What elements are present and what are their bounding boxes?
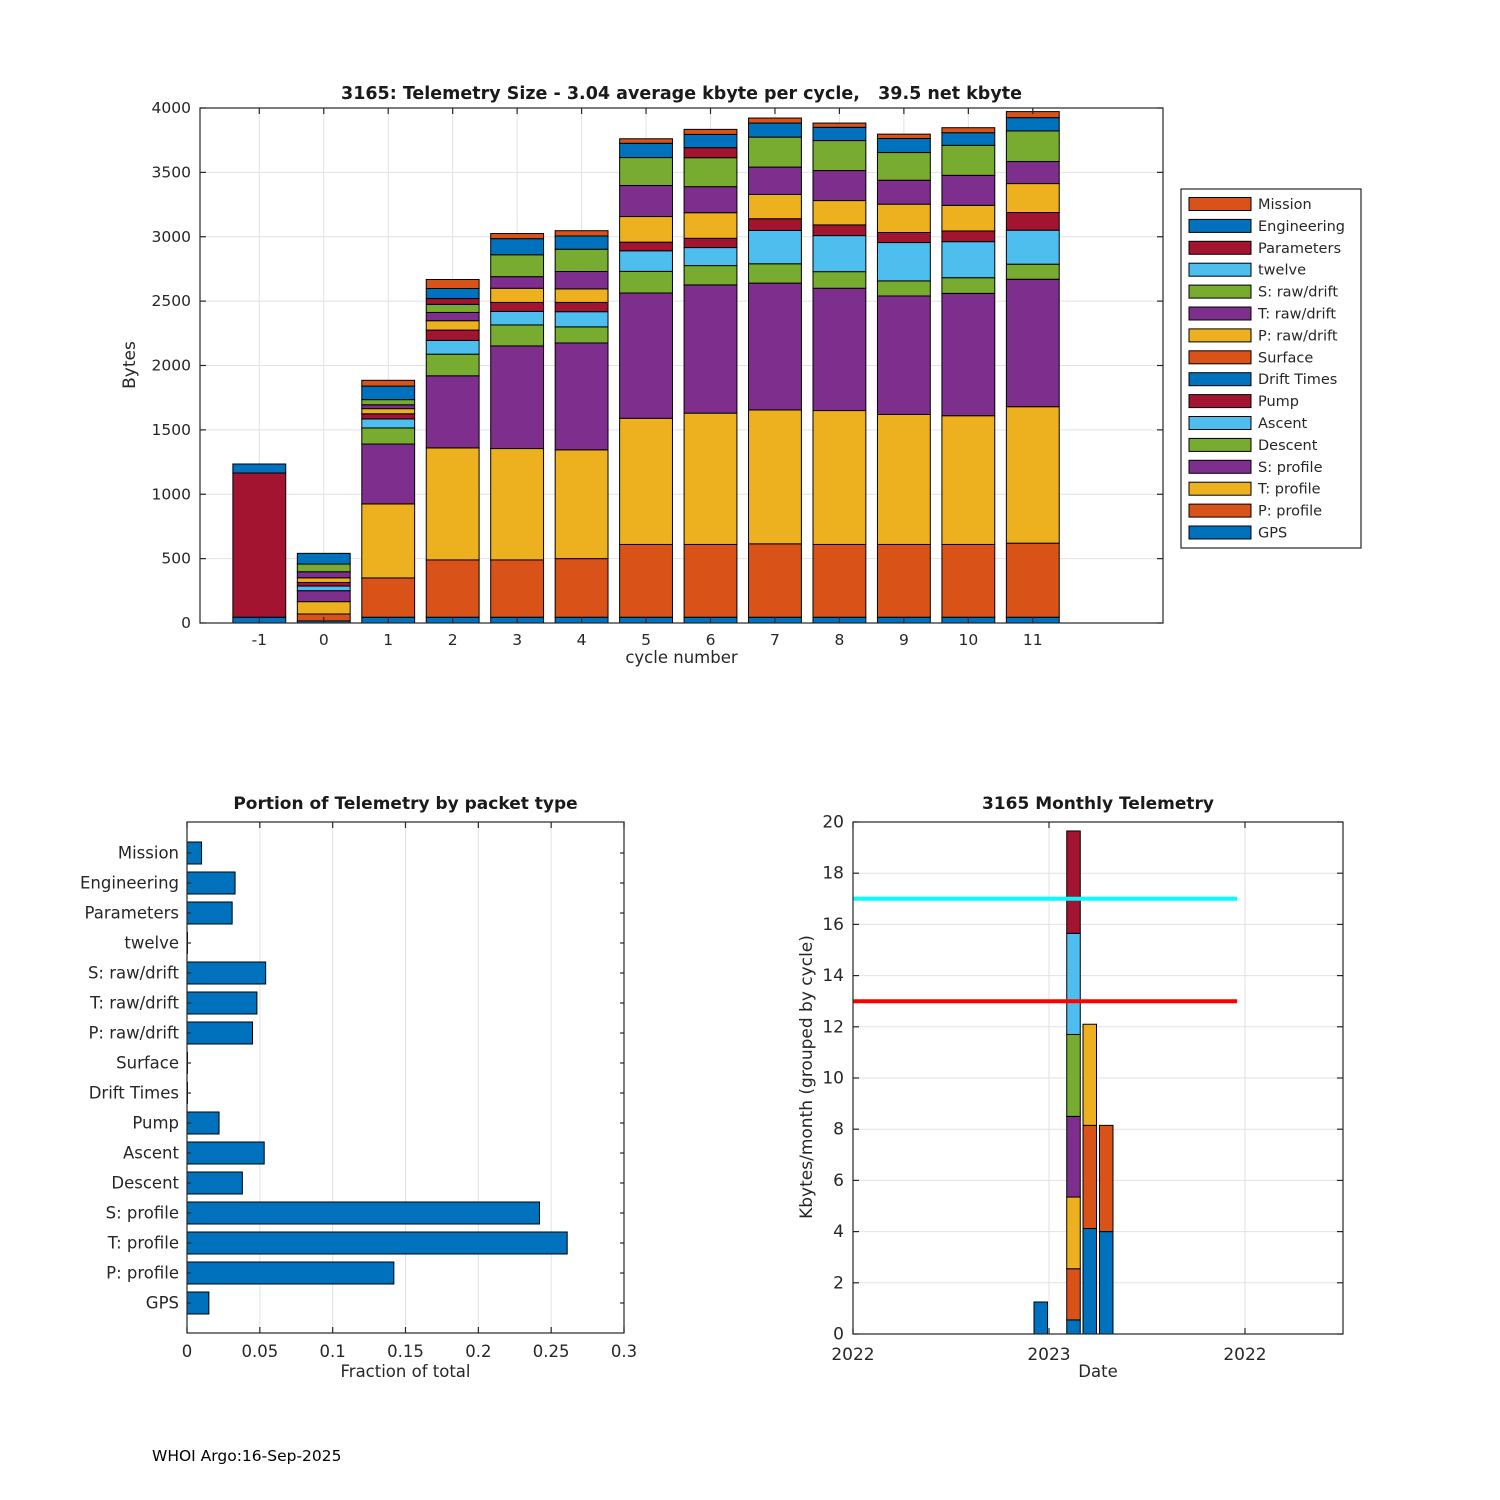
tick-label: T: profile xyxy=(1258,481,1321,498)
bar-cycle-2 xyxy=(426,279,479,623)
segment-P: profile xyxy=(362,578,415,617)
reference-lines xyxy=(853,899,1237,1001)
tick-label: twelve xyxy=(1258,262,1306,279)
segment-P: raw/drift xyxy=(426,321,479,330)
segment-Ascent xyxy=(684,248,737,266)
segment-Ascent xyxy=(877,243,930,281)
segment-S: raw/drift xyxy=(942,145,995,175)
tick-label: Engineering xyxy=(1258,218,1345,235)
legend-entry xyxy=(1189,263,1306,279)
segment-P: raw/drift xyxy=(877,204,930,232)
segment-Pump xyxy=(426,330,479,340)
tick-label: Mission xyxy=(117,843,179,863)
segment-Parameters xyxy=(426,299,479,305)
monthly-chart-xlabel: Date xyxy=(1078,1362,1118,1381)
portion-chart-title: Portion of Telemetry by packet type xyxy=(233,794,578,814)
tick-label: S: raw/drift xyxy=(87,963,179,983)
segment-Ascent xyxy=(426,340,479,354)
tick-label: 0 xyxy=(318,631,329,649)
bar-cycle--1 xyxy=(233,464,286,623)
legend-swatch xyxy=(1189,373,1251,386)
legend-swatch xyxy=(1189,482,1251,495)
legend-entry xyxy=(1189,350,1313,366)
segment-Ascent xyxy=(620,251,673,272)
segment-Ascent xyxy=(749,230,802,263)
telemetry-size-ylabel: Bytes xyxy=(120,341,140,389)
tick-label: 3500 xyxy=(151,163,191,182)
segment-Mission xyxy=(491,234,544,239)
hbar-Pump xyxy=(187,1112,219,1134)
tick-label: 0.1 xyxy=(319,1342,346,1361)
tick-label: Ascent xyxy=(1258,416,1308,432)
bar-cycle-11 xyxy=(1006,112,1059,623)
segment-P: raw/drift xyxy=(491,288,544,302)
tick-label: Parameters xyxy=(84,903,179,923)
legend-swatch xyxy=(1189,351,1251,364)
tick-label: GPS xyxy=(145,1293,179,1313)
tick-label: 2000 xyxy=(151,356,191,375)
tick-label: 0 xyxy=(181,1342,193,1361)
tick-label: Drift Times xyxy=(1258,372,1338,389)
monthly-bars xyxy=(1034,831,1113,1334)
segment-Ascent xyxy=(942,242,995,278)
segment-Pump xyxy=(362,414,415,419)
segment-P: raw/drift xyxy=(942,205,995,231)
segment-Mission xyxy=(942,128,995,133)
segment-Mission xyxy=(555,231,608,236)
month-bar xyxy=(1067,831,1081,1334)
tick-label: 7 xyxy=(770,631,780,649)
segment-Engineering xyxy=(297,553,350,564)
hbar-T: profile xyxy=(187,1232,567,1254)
segment-P: raw/drift xyxy=(1006,184,1059,213)
segment-Pump xyxy=(684,238,737,247)
segment-Engineering xyxy=(749,123,802,137)
segment-S: raw/drift xyxy=(426,304,479,312)
segment-S: profile xyxy=(555,343,608,450)
segment-Mission xyxy=(362,380,415,386)
segment-Engineering xyxy=(362,386,415,400)
axis-tick-labels xyxy=(822,813,1266,1366)
bar-cycle-1 xyxy=(362,380,415,623)
segment-T: raw/drift xyxy=(555,272,608,289)
legend-swatch xyxy=(1189,198,1251,211)
segment-P: profile xyxy=(684,544,737,617)
segment-S: raw/drift xyxy=(749,137,802,167)
legend-swatch xyxy=(1189,526,1251,539)
tick-label: 8 xyxy=(834,631,845,649)
segment-Pump xyxy=(942,231,995,242)
month-bar xyxy=(1099,1125,1113,1334)
segment-Engineering xyxy=(555,236,608,249)
tick-label: Mission xyxy=(1258,197,1312,213)
segment-Engineering xyxy=(684,134,737,147)
hbar-P: profile xyxy=(187,1262,394,1284)
segment-S: raw/drift xyxy=(362,400,415,405)
tick-label: S: profile xyxy=(1258,459,1323,476)
segment-T: profile xyxy=(555,450,608,559)
tick-label: 4 xyxy=(833,1222,844,1243)
legend-swatch xyxy=(1189,219,1251,232)
segment-P: profile xyxy=(813,544,866,617)
segment-Pump xyxy=(297,582,350,586)
tick-label: 0.05 xyxy=(241,1342,279,1361)
tick-label: twelve xyxy=(124,933,179,953)
tick-label: Descent xyxy=(1258,437,1318,454)
segment-Descent xyxy=(749,264,802,283)
segment-Descent xyxy=(362,428,415,444)
tick-label: 6 xyxy=(705,631,716,649)
segment-T: raw/drift xyxy=(942,175,995,205)
segment-S: profile xyxy=(684,285,737,413)
month-bar xyxy=(1034,1302,1048,1334)
segment-Engineering xyxy=(1006,118,1059,131)
tick-label: 4 xyxy=(576,631,587,649)
segment-Engineering xyxy=(491,239,544,255)
segment-S: profile xyxy=(297,591,350,602)
segment-Parameters xyxy=(684,148,737,158)
tick-label: 20 xyxy=(822,812,844,833)
segment-S: raw/drift xyxy=(1006,131,1059,162)
segment-T: raw/drift xyxy=(491,277,544,289)
portion-chart-xlabel: Fraction of total xyxy=(340,1362,471,1381)
hbar-Descent xyxy=(187,1172,242,1194)
tick-label: 3000 xyxy=(151,227,191,246)
legend-entry xyxy=(1189,328,1338,344)
segment-S: profile xyxy=(1006,279,1059,406)
telemetry-size-title: 3165: Telemetry Size - 3.04 average kbyte per cycle, 39.5 net kbyte xyxy=(341,84,1022,104)
segment-Mission xyxy=(426,279,479,288)
legend-swatch xyxy=(1189,307,1251,320)
tick-label: 8 xyxy=(833,1119,844,1140)
segment-T: raw/drift xyxy=(426,312,479,320)
tick-label: S: profile xyxy=(105,1203,179,1223)
tick-label: T: raw/drift xyxy=(90,993,179,1013)
segment-P: profile xyxy=(620,544,673,617)
segment-S: profile xyxy=(620,293,673,418)
segment-T: profile xyxy=(813,411,866,545)
segment-T: profile xyxy=(297,602,350,614)
segment-Pump xyxy=(813,225,866,236)
segment-Mission xyxy=(813,123,866,127)
hbars xyxy=(187,842,567,1314)
tick-label: Parameters xyxy=(1258,240,1341,257)
tick-label: Engineering xyxy=(80,873,179,893)
hbar-P: raw/drift xyxy=(187,1022,253,1044)
segment-Engineering xyxy=(233,464,286,473)
tick-label: 0.15 xyxy=(387,1342,424,1361)
tick-label: Pump xyxy=(1258,394,1300,411)
legend-entry xyxy=(1189,416,1308,432)
segment-Parameters xyxy=(233,473,286,617)
tick-label: 18 xyxy=(822,863,844,884)
segment-Ascent xyxy=(491,311,544,325)
tick-label: 16 xyxy=(822,914,844,935)
telemetry-size-chart xyxy=(152,99,1361,649)
hbar-Engineering xyxy=(187,872,235,894)
segment-Pump xyxy=(491,302,544,311)
legend-swatch xyxy=(1189,417,1251,430)
tick-label: 2023 xyxy=(1027,1345,1071,1365)
segment-Mission xyxy=(620,139,673,144)
hbar-S: profile xyxy=(187,1202,540,1224)
tick-label: 0.25 xyxy=(532,1342,570,1361)
hbar-Ascent xyxy=(187,1142,264,1164)
tick-label: 10 xyxy=(822,1068,844,1089)
tick-label: 1 xyxy=(383,631,394,649)
segment-Descent xyxy=(1006,264,1059,279)
segment-Pump xyxy=(555,302,608,311)
segment-T: profile xyxy=(877,414,930,544)
segment-T: raw/drift xyxy=(877,180,930,204)
legend-entry xyxy=(1189,219,1345,235)
tick-label: 6 xyxy=(833,1170,844,1191)
segment-S: profile xyxy=(749,283,802,410)
segment-T: raw/drift xyxy=(813,171,866,201)
bar-cycle-8 xyxy=(813,123,866,623)
bar-cycle-9 xyxy=(877,134,930,623)
tick-label: P: raw/drift xyxy=(88,1023,179,1043)
telemetry-size-xlabel: cycle number xyxy=(625,648,738,667)
monthly-chart-title: 3165 Monthly Telemetry xyxy=(981,794,1215,814)
legend-entry xyxy=(1189,197,1312,213)
legend-swatch xyxy=(1189,460,1251,473)
segment-Descent xyxy=(491,325,544,346)
segment-T: profile xyxy=(426,448,479,560)
segment-T: raw/drift xyxy=(362,405,415,409)
bar-cycle-5 xyxy=(620,139,673,623)
tick-label: S: raw/drift xyxy=(1258,284,1339,301)
segment-P: profile xyxy=(942,544,995,617)
legend-swatch xyxy=(1189,263,1251,276)
tick-label: 11 xyxy=(1022,631,1043,649)
legend-entry xyxy=(1189,394,1299,410)
tick-label: P: raw/drift xyxy=(1258,328,1338,345)
segment-P: profile xyxy=(426,560,479,617)
segment-S: raw/drift xyxy=(877,153,930,181)
legend-entry xyxy=(1189,241,1341,257)
segment-Mission xyxy=(684,129,737,134)
bar-cycle-10 xyxy=(942,128,995,623)
segment-T: raw/drift xyxy=(297,572,350,578)
footer-datestamp: WHOI Argo:16-Sep-2025 xyxy=(152,1447,342,1465)
tick-label: 14 xyxy=(822,966,844,987)
segment-Pump xyxy=(1006,213,1059,231)
legend-swatch xyxy=(1189,395,1251,408)
tick-label: 0.2 xyxy=(465,1342,492,1361)
segment-P: profile xyxy=(877,544,930,617)
hbar-T: raw/drift xyxy=(187,992,257,1014)
tick-label: Surface xyxy=(116,1053,179,1073)
segment-S: profile xyxy=(362,444,415,504)
segment-S: profile xyxy=(877,296,930,414)
tick-label: 1500 xyxy=(151,420,191,439)
tick-label: 1000 xyxy=(151,485,191,504)
segment-P: raw/drift xyxy=(362,409,415,414)
tick-label: 2 xyxy=(447,631,458,649)
bar-cycle-4 xyxy=(555,231,608,623)
segment-Engineering xyxy=(620,143,673,157)
segment-P: raw/drift xyxy=(813,201,866,225)
monthly-chart-ylabel: Kbytes/month (grouped by cycle) xyxy=(797,935,817,1219)
tick-label: 3 xyxy=(512,631,523,649)
segment-S: raw/drift xyxy=(684,158,737,187)
month-bar xyxy=(1083,1024,1097,1334)
tick-label: Surface xyxy=(1258,350,1314,367)
segment-P: raw/drift xyxy=(555,289,608,303)
bar-cycle-0 xyxy=(297,553,350,623)
segment-T: profile xyxy=(491,449,544,560)
tick-label: GPS xyxy=(1258,525,1288,542)
segment-Descent xyxy=(877,281,930,296)
tick-label: 0 xyxy=(833,1324,844,1345)
segment-S: profile xyxy=(426,376,479,448)
segment-S: profile xyxy=(942,293,995,415)
segment-S: raw/drift xyxy=(555,249,608,271)
segment-Descent xyxy=(684,266,737,285)
tick-label: 2022 xyxy=(1223,1345,1267,1365)
segment-Ascent xyxy=(362,419,415,428)
segment-Pump xyxy=(877,233,930,243)
segment-Engineering xyxy=(877,139,930,153)
segment-Descent xyxy=(620,271,673,293)
segment-S: raw/drift xyxy=(297,564,350,572)
segment-T: profile xyxy=(749,410,802,544)
tick-label: -1 xyxy=(251,631,268,649)
segment-P: raw/drift xyxy=(684,213,737,239)
segment-T: raw/drift xyxy=(749,167,802,194)
tick-label: P: profile xyxy=(106,1263,179,1283)
segment-P: profile xyxy=(1006,543,1059,617)
tick-label: 5 xyxy=(641,631,651,649)
bar-cycle-7 xyxy=(749,118,802,623)
bar-cycle-6 xyxy=(684,129,737,623)
tick-label: Ascent xyxy=(122,1143,179,1163)
legend-swatch xyxy=(1189,329,1251,342)
segment-P: raw/drift xyxy=(620,217,673,243)
segment-P: profile xyxy=(491,560,544,617)
legend-swatch xyxy=(1189,504,1251,517)
segment-T: profile xyxy=(620,418,673,544)
tick-label: 0.3 xyxy=(610,1342,638,1361)
segment-S: raw/drift xyxy=(813,141,866,171)
legend-entry xyxy=(1189,526,1287,542)
segment-Mission xyxy=(749,118,802,123)
stacked-bars xyxy=(233,112,1059,623)
segment-P: raw/drift xyxy=(749,194,802,218)
segment-S: raw/drift xyxy=(620,158,673,186)
tick-label: 4000 xyxy=(151,99,191,117)
segment-T: profile xyxy=(362,504,415,578)
segment-Ascent xyxy=(297,586,350,591)
segment-T: raw/drift xyxy=(684,187,737,213)
segment-T: raw/drift xyxy=(1006,162,1059,184)
segment-Mission xyxy=(877,134,930,138)
segment-S: raw/drift xyxy=(491,255,544,277)
segment-Engineering xyxy=(426,289,479,299)
tick-label: 500 xyxy=(161,549,191,568)
segment-Ascent xyxy=(813,236,866,272)
gridlines xyxy=(260,822,551,1333)
segment-Pump xyxy=(749,219,802,231)
tick-label: T: profile xyxy=(107,1233,179,1253)
legend-swatch xyxy=(1189,241,1251,254)
tick-label: 10 xyxy=(958,631,979,649)
tick-label: 0 xyxy=(181,614,191,632)
tick-label: Drift Times xyxy=(88,1083,179,1103)
legend-entry xyxy=(1189,307,1336,323)
segment-Descent xyxy=(555,327,608,343)
tick-label: 12 xyxy=(822,1017,844,1038)
tick-label: 2 xyxy=(833,1273,844,1294)
segment-Engineering xyxy=(942,133,995,146)
bar-cycle-3 xyxy=(491,234,544,623)
segment-T: profile xyxy=(684,413,737,544)
segment-P: profile xyxy=(749,544,802,617)
tick-label: T: raw/drift xyxy=(1258,306,1337,323)
segment-S: profile xyxy=(491,346,544,449)
segment-S: profile xyxy=(813,288,866,410)
legend-entry xyxy=(1189,372,1337,388)
tick-label: P: profile xyxy=(1258,503,1323,520)
legend xyxy=(1181,189,1361,548)
portion-chart xyxy=(80,822,637,1361)
segment-Pump xyxy=(620,242,673,251)
tick-label: Descent xyxy=(111,1173,179,1193)
tick-label: Pump xyxy=(132,1113,179,1133)
tick-label: 2500 xyxy=(151,292,191,311)
legend-swatch xyxy=(1189,285,1251,298)
segment-T: profile xyxy=(942,416,995,545)
segment-Descent xyxy=(942,278,995,294)
monthly-chart xyxy=(822,813,1343,1366)
segment-Engineering xyxy=(813,127,866,140)
legend-entry xyxy=(1189,285,1338,301)
segment-Ascent xyxy=(555,312,608,327)
segment-P: profile xyxy=(555,559,608,618)
segment-Descent xyxy=(813,272,866,289)
hbar-S: raw/drift xyxy=(187,962,266,984)
tick-label: 9 xyxy=(898,631,909,649)
segment-P: raw/drift xyxy=(297,578,350,583)
segment-T: raw/drift xyxy=(620,186,673,217)
hbar-Parameters xyxy=(187,902,232,924)
tick-label: 2022 xyxy=(831,1345,875,1365)
segment-Ascent xyxy=(1006,230,1059,264)
segment-T: profile xyxy=(1006,407,1059,543)
segment-Descent xyxy=(426,354,479,376)
legend-swatch xyxy=(1189,438,1251,451)
